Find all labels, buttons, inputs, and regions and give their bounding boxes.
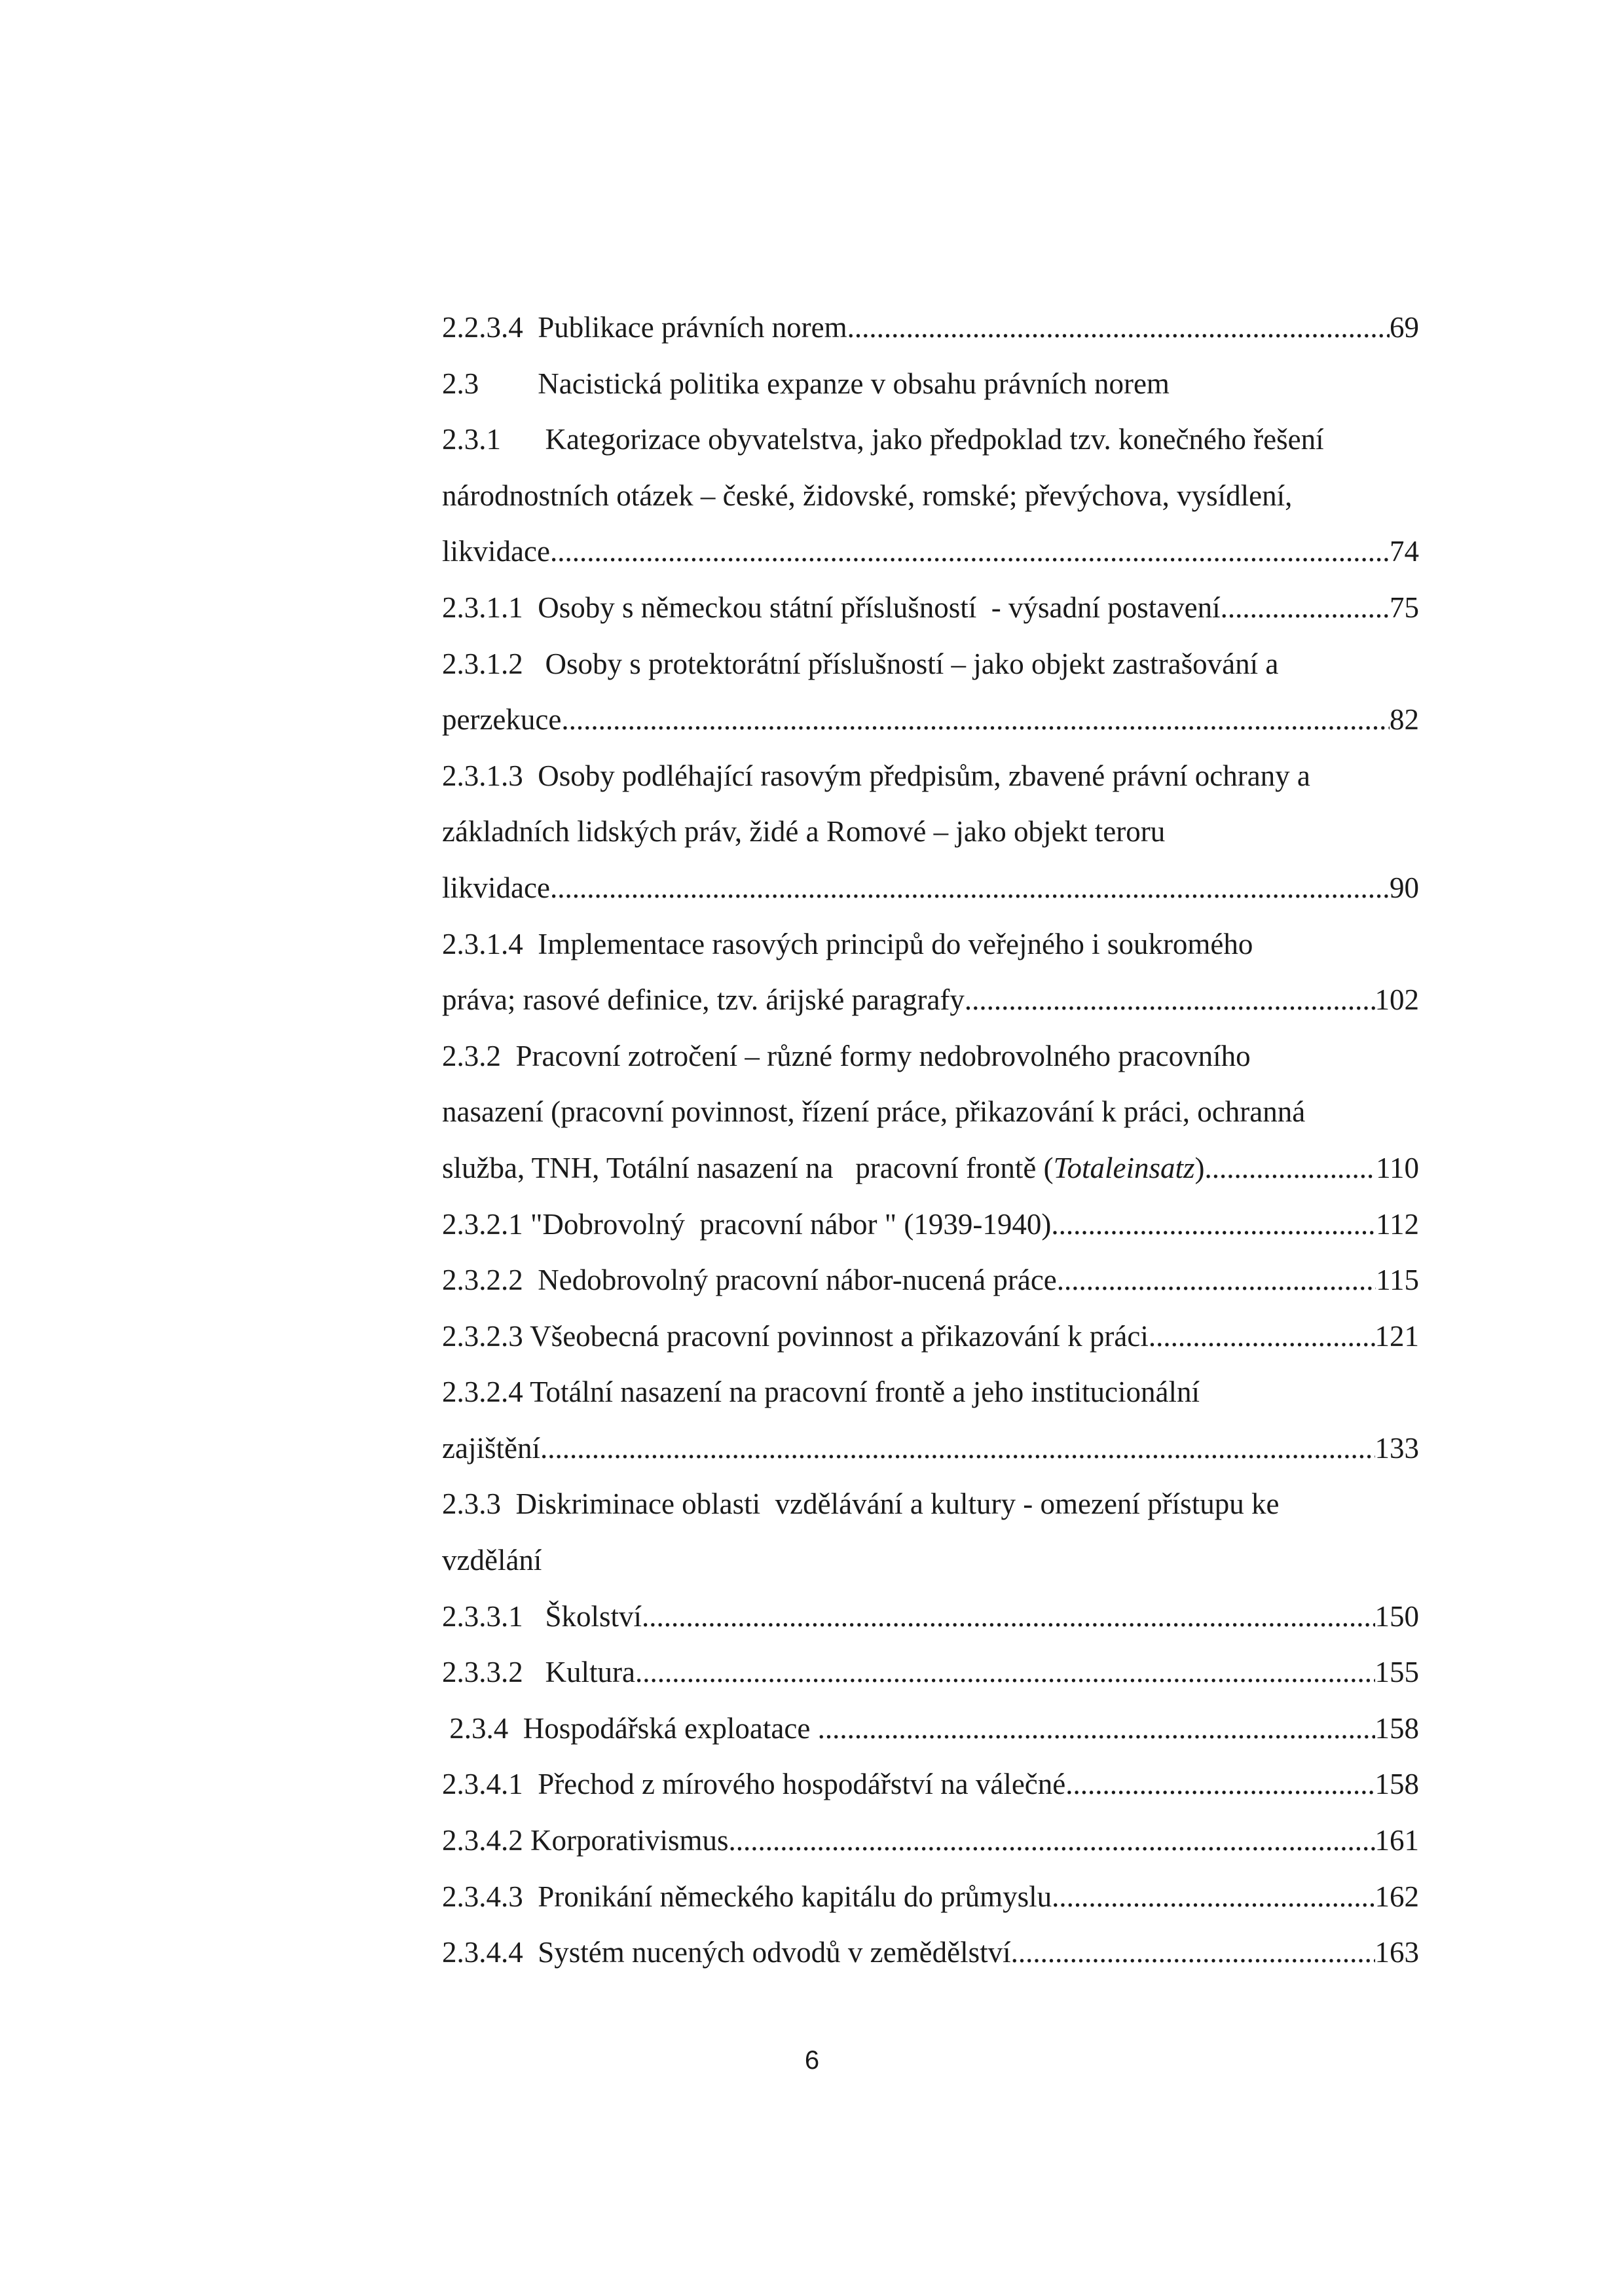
toc-entry-continuation[interactable] xyxy=(442,524,1419,580)
toc-entry[interactable] xyxy=(442,1757,1419,1813)
toc-entry-page: 133 xyxy=(1375,1431,1419,1465)
toc-entry-page: 162 xyxy=(1375,1880,1419,1913)
toc-dot-leader xyxy=(1205,1140,1376,1197)
toc-entry[interactable] xyxy=(442,1813,1419,1869)
toc-entry-continuation[interactable] xyxy=(442,860,1419,917)
toc-entry-title: nasazení (pracovní povinnost, řízení práce, přikazování k práci, ochranná xyxy=(442,1095,1306,1129)
toc-entry[interactable] xyxy=(442,1476,1419,1533)
toc-entry[interactable] xyxy=(442,1645,1419,1701)
toc-dot-leader xyxy=(965,972,1375,1029)
toc-dot-leader xyxy=(540,1421,1375,1477)
toc-entry-title: 2.3 Nacistická politika expanze v obsahu právních norem xyxy=(442,367,1170,400)
toc-entry[interactable] xyxy=(442,1869,1419,1925)
toc-entry-page: 69 xyxy=(1390,311,1419,344)
toc-entry-title: perzekuce xyxy=(442,703,562,737)
page-number: 6 xyxy=(804,2046,820,2075)
toc-dot-leader xyxy=(1051,1197,1376,1253)
toc-entry-title: národnostních otázek – české, židovské, romské; převýchova, vysídlení, xyxy=(442,479,1293,512)
toc-entry-title: 2.3.4.4 Systém nucených odvodů v zemědělství xyxy=(442,1936,1011,1969)
toc-dot-leader xyxy=(1011,1925,1375,1981)
toc-entry-page: 74 xyxy=(1390,535,1419,568)
toc-entry-title: likvidace xyxy=(442,535,550,568)
toc-entry-continuation[interactable] xyxy=(442,972,1419,1029)
toc-entry-title: 2.3.2.4 Totální nasazení na pracovní frontě a jeho institucionální xyxy=(442,1376,1200,1409)
toc-entry-title: práva; rasové definice, tzv. árijské paragrafy xyxy=(442,983,965,1017)
toc-entry[interactable] xyxy=(442,636,1419,693)
toc-entry-page: 150 xyxy=(1375,1599,1419,1633)
toc-entry-title: 2.3.1.3 Osoby podléhající rasovým předpisům, zbavené právní ochrany a xyxy=(442,759,1310,792)
toc-entry-title: 2.3.4.1 Přechod z mírového hospodářství na válečné xyxy=(442,1768,1066,1801)
toc-entry-title: 2.3.4 Hospodářská exploatace xyxy=(442,1711,818,1745)
toc-entry-title: 2.3.2 Pracovní zotročení – různé formy nedobrovolného pracovního xyxy=(442,1039,1251,1072)
toc-entry-page: 158 xyxy=(1375,1768,1419,1801)
toc-entry-page: 90 xyxy=(1390,871,1419,904)
toc-dot-leader xyxy=(1149,1309,1375,1365)
toc-entry[interactable] xyxy=(442,300,1419,356)
toc-entry[interactable] xyxy=(442,917,1419,973)
toc-entry[interactable] xyxy=(442,1589,1419,1645)
toc-entry-page: 158 xyxy=(1375,1711,1419,1745)
toc-entry[interactable] xyxy=(442,1029,1419,1085)
toc-dot-leader xyxy=(635,1645,1375,1701)
toc-entry-continuation xyxy=(442,1084,1419,1140)
toc-dot-leader xyxy=(1052,1869,1375,1925)
toc-entry[interactable] xyxy=(442,580,1419,636)
toc-entry[interactable] xyxy=(442,1364,1419,1421)
toc-entry-title: zajištění xyxy=(442,1431,540,1465)
toc-entry-title: 2.3.4.3 Pronikání německého kapitálu do průmyslu xyxy=(442,1880,1052,1913)
toc-entry-continuation[interactable] xyxy=(442,1140,1419,1197)
toc-dot-leader xyxy=(642,1589,1375,1645)
toc-entry-page: 82 xyxy=(1390,703,1419,737)
toc-entry[interactable] xyxy=(442,356,1419,412)
toc-entry-page: 163 xyxy=(1375,1936,1419,1969)
toc-entry[interactable] xyxy=(442,1701,1419,1757)
toc-entry-title: 2.2.3.4 Publikace právních norem xyxy=(442,311,847,344)
toc-entry[interactable] xyxy=(442,748,1419,805)
toc-dot-leader xyxy=(847,300,1390,356)
toc-entry-title-end: ) xyxy=(1194,1151,1205,1184)
toc-entry-continuation xyxy=(442,1533,1419,1589)
toc-entry-title: 2.3.3.2 Kultura xyxy=(442,1656,635,1689)
toc-entry-continuation xyxy=(442,804,1419,860)
toc-dot-leader xyxy=(550,860,1390,917)
toc-dot-leader xyxy=(818,1701,1375,1757)
toc-entry[interactable] xyxy=(442,412,1419,468)
toc-entry[interactable] xyxy=(442,1252,1419,1309)
toc-entry-page: 102 xyxy=(1375,983,1419,1017)
toc-entry-title-start: služba, TNH, Totální nasazení na pracovní frontě ( xyxy=(442,1151,1054,1184)
toc-dot-leader xyxy=(550,524,1390,580)
toc-entry-title: 2.3.3 Diskriminace oblasti vzdělávání a kultury - omezení přístupu ke xyxy=(442,1487,1280,1521)
toc-entry-page: 121 xyxy=(1375,1319,1419,1353)
toc-entry-title: 2.3.1.1 Osoby s německou státní příslušností - výsadní postavení xyxy=(442,591,1221,624)
toc-dot-leader xyxy=(1057,1252,1376,1309)
toc-dot-leader xyxy=(561,692,1390,748)
toc-entry-title: 2.3.3.1 Školství xyxy=(442,1599,642,1633)
toc-entry-page: 75 xyxy=(1390,591,1419,624)
toc-entry-page: 115 xyxy=(1376,1264,1419,1297)
toc-entry-title: likvidace xyxy=(442,871,550,904)
toc-entry-continuation[interactable] xyxy=(442,692,1419,748)
toc-entry-page: 155 xyxy=(1375,1656,1419,1689)
toc-entry-continuation xyxy=(442,468,1419,524)
toc-entry-title: 2.3.2.2 Nedobrovolný pracovní nábor-nucená práce xyxy=(442,1264,1057,1297)
table-of-contents xyxy=(442,300,1419,1981)
toc-entry-page: 112 xyxy=(1376,1207,1419,1241)
toc-entry-title: 2.3.1 Kategorizace obyvatelstva, jako předpoklad tzv. konečného řešení xyxy=(442,423,1324,456)
toc-entry-title xyxy=(442,1140,1205,1197)
toc-entry-title: 2.3.4.2 Korporativismus xyxy=(442,1824,729,1857)
toc-entry-title: 2.3.1.2 Osoby s protektorátní příslušností – jako objekt zastrašování a xyxy=(442,647,1279,680)
toc-entry-title: 2.3.2.1 "Dobrovolný pracovní nábor " (1939-1940) xyxy=(442,1207,1052,1241)
toc-entry-title-italic: Totaleinsatz xyxy=(1053,1151,1195,1184)
toc-entry-continuation[interactable] xyxy=(442,1421,1419,1477)
toc-entry[interactable] xyxy=(442,1925,1419,1981)
toc-entry-title: základních lidských práv, židé a Romové – jako objekt teroru xyxy=(442,815,1166,848)
toc-entry-title: 2.3.1.4 Implementace rasových principů do veřejného i soukromého xyxy=(442,927,1253,960)
toc-dot-leader xyxy=(1221,580,1390,636)
toc-entry[interactable] xyxy=(442,1197,1419,1253)
toc-entry-title: 2.3.2.3 Všeobecná pracovní povinnost a přikazování k práci xyxy=(442,1319,1149,1353)
toc-entry-page: 110 xyxy=(1376,1151,1419,1184)
toc-dot-leader xyxy=(1065,1757,1375,1813)
toc-entry-title: vzdělání xyxy=(442,1544,542,1577)
toc-entry-page: 161 xyxy=(1375,1824,1419,1857)
toc-dot-leader xyxy=(728,1813,1375,1869)
toc-entry[interactable] xyxy=(442,1309,1419,1365)
